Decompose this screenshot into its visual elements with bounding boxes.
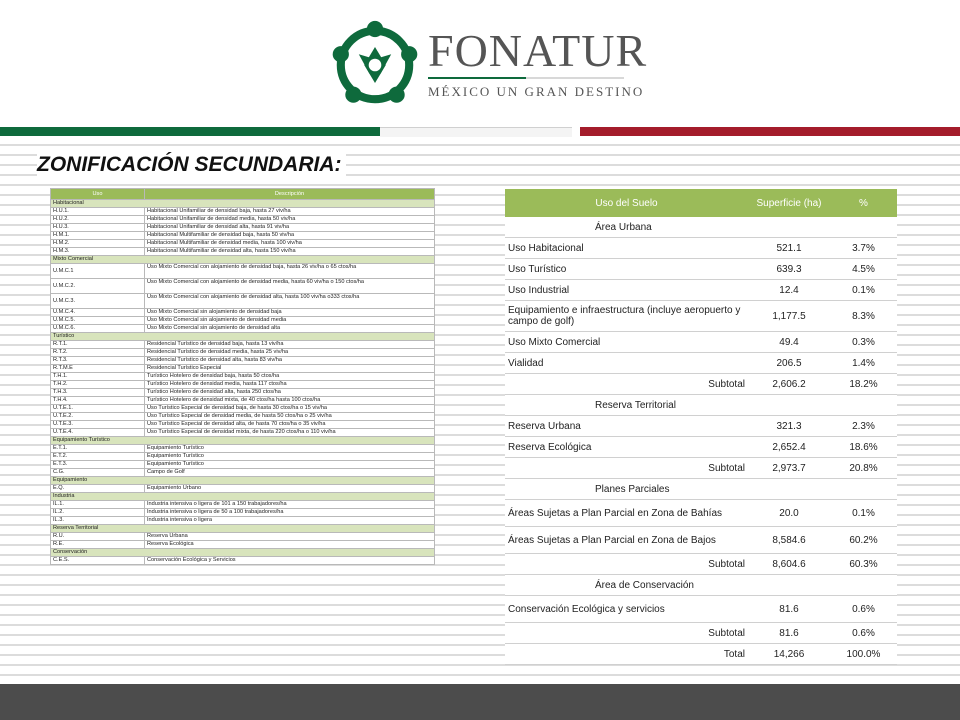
zone-description: Turístico Hotelero de densidad baja, hasta 50 ctos/ha <box>145 373 435 381</box>
table-row <box>51 413 435 421</box>
percent-value: 0.6% <box>830 623 897 644</box>
table-row <box>51 509 435 517</box>
zone-code: U.T.E.4. <box>51 429 145 437</box>
table-row <box>51 224 435 232</box>
land-use-label: Uso Habitacional <box>505 238 748 259</box>
table-row <box>505 353 897 374</box>
zone-code: R.E. <box>51 541 145 549</box>
percent-value: 3.7% <box>830 238 897 259</box>
table-row <box>51 317 435 325</box>
section-title: Reserva Territorial <box>505 395 897 416</box>
zone-code: H.M.1. <box>51 232 145 240</box>
land-use-label: Conservación Ecológica y servicios <box>505 596 748 623</box>
zone-description: Habitacional Unifamiliar de densidad alta, hasta 91 viv/ha <box>145 224 435 232</box>
table-row <box>51 264 435 279</box>
zone-code: IL.1. <box>51 501 145 509</box>
table-row <box>51 240 435 248</box>
table-row <box>51 461 435 469</box>
zone-description: Industria intensiva o ligera de 50 a 100 trabajadores/ha <box>145 509 435 517</box>
section-title: Planes Parciales <box>505 479 897 500</box>
table-row <box>51 389 435 397</box>
zone-description: Habitacional Unifamiliar de densidad baja, hasta 27 viv/ha <box>145 208 435 216</box>
zone-code: E.T.2. <box>51 453 145 461</box>
table-row <box>51 453 435 461</box>
category-row <box>51 477 435 485</box>
percent-value: 8.3% <box>830 301 897 332</box>
table-row <box>51 557 435 565</box>
category-label: Equipamiento <box>51 477 435 485</box>
table-row <box>51 405 435 413</box>
category-row <box>51 549 435 557</box>
zone-code: E.Q. <box>51 485 145 493</box>
brand-subtitle: MÉXICO UN GRAN DESTINO <box>428 84 645 99</box>
table-row <box>505 259 897 280</box>
surface-value: 1,177.5 <box>748 301 830 332</box>
table-row <box>505 416 897 437</box>
table-row <box>51 533 435 541</box>
land-use-label: Vialidad <box>505 353 748 374</box>
category-label: Habitacional <box>51 200 435 208</box>
table-row <box>505 527 897 554</box>
zone-code: R.U. <box>51 533 145 541</box>
table-row <box>51 365 435 373</box>
total-label: Total <box>505 644 748 665</box>
table-row <box>51 397 435 405</box>
brand-name: FONATUR <box>428 25 648 76</box>
zone-description: Equipamiento Turístico <box>145 461 435 469</box>
surface-value: 206.5 <box>748 353 830 374</box>
zone-code: C.E.S. <box>51 557 145 565</box>
section-title: Área de Conservación <box>505 575 897 596</box>
zone-description: Uso Turístico Especial de densidad alta, de hasta 70 ctos/ha o 35 viv/ha <box>145 421 435 429</box>
zone-description: Equipamiento Urbano <box>145 485 435 493</box>
percent-value: 0.1% <box>830 500 897 527</box>
percent-value: 0.1% <box>830 280 897 301</box>
zone-description: Residencial Turístico de densidad media, hasta 25 viv/ha <box>145 349 435 357</box>
subtotal-label: Subtotal <box>505 458 748 479</box>
category-row <box>51 493 435 501</box>
page-title: ZONIFICACIÓN SECUNDARIA: <box>37 153 346 177</box>
surface-value: 639.3 <box>748 259 830 280</box>
category-row <box>51 333 435 341</box>
zone-description: Habitacional Multifamiliar de densidad media, hasta 100 viv/ha <box>145 240 435 248</box>
percent-value: 4.5% <box>830 259 897 280</box>
table-row <box>51 541 435 549</box>
surface-value: 12.4 <box>748 280 830 301</box>
surface-value: 2,973.7 <box>748 458 830 479</box>
category-label: Reserva Territorial <box>51 525 435 533</box>
surface-value: 2,606.2 <box>748 374 830 395</box>
table-row <box>505 500 897 527</box>
table-row <box>51 429 435 437</box>
zone-code: U.T.E.2. <box>51 413 145 421</box>
surface-value: 49.4 <box>748 332 830 353</box>
surface-value: 521.1 <box>748 238 830 259</box>
fonatur-logo-icon <box>330 20 420 110</box>
flag-white-band <box>380 127 572 137</box>
subtotal-row <box>505 623 897 644</box>
brand-rule-green <box>428 77 526 79</box>
zone-code: T.H.3. <box>51 389 145 397</box>
zone-code: R.T.1. <box>51 341 145 349</box>
table-row <box>51 294 435 309</box>
zone-code: IL.3. <box>51 517 145 525</box>
table-row <box>51 216 435 224</box>
land-use-label: Áreas Sujetas a Plan Parcial en Zona de Bajos <box>505 527 748 554</box>
zone-description: Residencial Turístico de densidad alta, hasta 83 viv/ha <box>145 357 435 365</box>
category-row <box>51 437 435 445</box>
category-row <box>51 200 435 208</box>
zone-code: H.M.3. <box>51 248 145 256</box>
section-row <box>505 217 897 238</box>
zone-code: H.M.2. <box>51 240 145 248</box>
zone-description: Habitacional Unifamiliar de densidad media, hasta 50 viv/ha <box>145 216 435 224</box>
zone-description: Uso Mixto Comercial con alojamiento de densidad alta, hasta 100 viv/ha o333 ctos/ha <box>145 294 435 309</box>
zone-description: Equipamiento Turístico <box>145 445 435 453</box>
brand-rule-white <box>526 77 624 79</box>
header-uso-del-suelo: Uso del Suelo <box>505 189 748 217</box>
zone-description: Uso Turístico Especial de densidad mixta, de hasta 220 ctos/ha o 110 viv/ha <box>145 429 435 437</box>
percent-value: 1.4% <box>830 353 897 374</box>
zone-code: R.T.3. <box>51 357 145 365</box>
zone-code: R.T.2. <box>51 349 145 357</box>
table-row <box>505 280 897 301</box>
zone-code: U.M.C.3. <box>51 294 145 309</box>
table-row <box>51 349 435 357</box>
land-use-label: Áreas Sujetas a Plan Parcial en Zona de Bahías <box>505 500 748 527</box>
category-label: Turístico <box>51 333 435 341</box>
zone-description: Uso Mixto Comercial con alojamiento de densidad media, hasta 60 viv/ha o 150 ctos/ha <box>145 279 435 294</box>
zone-code: U.M.C.4. <box>51 309 145 317</box>
surface-value: 8,584.6 <box>748 527 830 554</box>
surface-value: 8,604.6 <box>748 554 830 575</box>
percent-value: 2.3% <box>830 416 897 437</box>
zone-description: Uso Mixto Comercial sin alojamiento de densidad alta <box>145 325 435 333</box>
percent-value: 20.8% <box>830 458 897 479</box>
zone-description: Reserva Ecológica <box>145 541 435 549</box>
land-use-label: Uso Turístico <box>505 259 748 280</box>
brand-block <box>428 25 648 100</box>
table-row <box>51 517 435 525</box>
surface-value: 14,266 <box>748 644 830 665</box>
zone-description: Uso Mixto Comercial sin alojamiento de densidad baja <box>145 309 435 317</box>
zone-code: U.T.E.1. <box>51 405 145 413</box>
surface-value: 81.6 <box>748 596 830 623</box>
category-row <box>51 256 435 264</box>
zone-description: Uso Turístico Especial de densidad media, de hasta 50 ctos/ha o 25 viv/ha <box>145 413 435 421</box>
surface-value: 20.0 <box>748 500 830 527</box>
section-row <box>505 395 897 416</box>
table-row <box>51 381 435 389</box>
section-row <box>505 575 897 596</box>
zone-code: H.U.2. <box>51 216 145 224</box>
zone-code: U.M.C.5. <box>51 317 145 325</box>
subtotal-row <box>505 374 897 395</box>
header-uso: Uso <box>51 189 145 200</box>
table-row <box>51 357 435 365</box>
zone-code: IL.2. <box>51 509 145 517</box>
subtotal-label: Subtotal <box>505 374 748 395</box>
zone-description: Uso Mixto Comercial con alojamiento de densidad baja, hasta 26 viv/ha o 65 ctos/ha <box>145 264 435 279</box>
zoning-codes-table <box>50 188 435 565</box>
zone-description: Turístico Hotelero de densidad media, hasta 117 ctos/ha <box>145 381 435 389</box>
table-row <box>51 232 435 240</box>
zone-code: H.U.3. <box>51 224 145 232</box>
header-descripcion: Descripción <box>145 189 435 200</box>
zone-code: U.M.C.2. <box>51 279 145 294</box>
table-row <box>51 373 435 381</box>
subtotal-row <box>505 458 897 479</box>
table-row <box>51 445 435 453</box>
table-row <box>505 437 897 458</box>
table-header-row <box>51 189 435 200</box>
table-row <box>51 341 435 349</box>
table-row <box>51 325 435 333</box>
zone-code: H.U.1. <box>51 208 145 216</box>
table-row <box>505 238 897 259</box>
zone-description: Uso Turístico Especial de densidad baja, de hasta 30 ctos/ha o 15 viv/ha <box>145 405 435 413</box>
surface-value: 2,652.4 <box>748 437 830 458</box>
category-label: Mixto Comercial <box>51 256 435 264</box>
table-row <box>505 596 897 623</box>
land-use-label: Reserva Ecológica <box>505 437 748 458</box>
land-use-label: Reserva Urbana <box>505 416 748 437</box>
table-row <box>51 279 435 294</box>
zone-description: Residencial Turístico Especial <box>145 365 435 373</box>
zone-description: Residencial Turístico de densidad baja, hasta 13 viv/ha <box>145 341 435 349</box>
zone-code: E.T.1. <box>51 445 145 453</box>
percent-value: 100.0% <box>830 644 897 665</box>
zone-code: E.T.3. <box>51 461 145 469</box>
footer-bar <box>0 684 960 720</box>
zone-description: Campo de Golf <box>145 469 435 477</box>
zone-description: Reserva Urbana <box>145 533 435 541</box>
header-superficie: Superficie (ha) <box>748 189 830 217</box>
zone-description: Uso Mixto Comercial sin alojamiento de densidad media <box>145 317 435 325</box>
table-row <box>51 485 435 493</box>
land-use-label: Uso Mixto Comercial <box>505 332 748 353</box>
category-label: Conservación <box>51 549 435 557</box>
percent-value: 60.2% <box>830 527 897 554</box>
zone-description: Habitacional Multifamiliar de densidad alta, hasta 150 viv/ha <box>145 248 435 256</box>
table-row <box>505 332 897 353</box>
percent-value: 60.3% <box>830 554 897 575</box>
zone-code: R.T.M.E <box>51 365 145 373</box>
land-use-label: Equipamiento e infraestructura (incluye aeropuerto y campo de golf) <box>505 301 748 332</box>
flag-red-band <box>580 127 960 136</box>
table-row <box>51 309 435 317</box>
zone-code: U.M.C.6. <box>51 325 145 333</box>
zone-description: Industria intensiva o ligera de 101 a 150 trabajadores/ha <box>145 501 435 509</box>
zone-code: T.H.1. <box>51 373 145 381</box>
zone-description: Habitacional Multifamiliar de densidad baja, hasta 50 viv/ha <box>145 232 435 240</box>
header-porcentaje: % <box>830 189 897 217</box>
table-row <box>51 501 435 509</box>
zone-code: U.T.E.3. <box>51 421 145 429</box>
category-label: Industria <box>51 493 435 501</box>
zone-code: T.H.2. <box>51 381 145 389</box>
zone-description: Conservación Ecológica y Servicios <box>145 557 435 565</box>
subtotal-label: Subtotal <box>505 554 748 575</box>
percent-value: 0.6% <box>830 596 897 623</box>
surface-value: 321.3 <box>748 416 830 437</box>
land-use-area-table <box>505 189 897 665</box>
zone-description: Turístico Hotelero de densidad alta, hasta 250 ctos/ha <box>145 389 435 397</box>
section-row <box>505 479 897 500</box>
section-title: Área Urbana <box>505 217 897 238</box>
flag-green-band <box>0 127 380 136</box>
percent-value: 0.3% <box>830 332 897 353</box>
percent-value: 18.6% <box>830 437 897 458</box>
zone-code: C.G. <box>51 469 145 477</box>
zone-description: Equipamiento Turístico <box>145 453 435 461</box>
table-row <box>51 421 435 429</box>
table-row <box>51 469 435 477</box>
land-use-label: Uso Industrial <box>505 280 748 301</box>
table-header-row <box>505 189 897 217</box>
zone-description: Turístico Hotelero de densidad mixta, de 40 ctos/ha hasta 100 ctos/ha <box>145 397 435 405</box>
zone-description: Industria intensiva o ligera <box>145 517 435 525</box>
subtotal-row <box>505 554 897 575</box>
category-label: Equipamiento Turístico <box>51 437 435 445</box>
percent-value: 18.2% <box>830 374 897 395</box>
category-row <box>51 525 435 533</box>
table-row <box>51 208 435 216</box>
table-row <box>51 248 435 256</box>
zone-code: T.H.4. <box>51 397 145 405</box>
total-row <box>505 644 897 665</box>
table-row <box>505 301 897 332</box>
zone-code: U.M.C.1 <box>51 264 145 279</box>
subtotal-label: Subtotal <box>505 623 748 644</box>
surface-value: 81.6 <box>748 623 830 644</box>
